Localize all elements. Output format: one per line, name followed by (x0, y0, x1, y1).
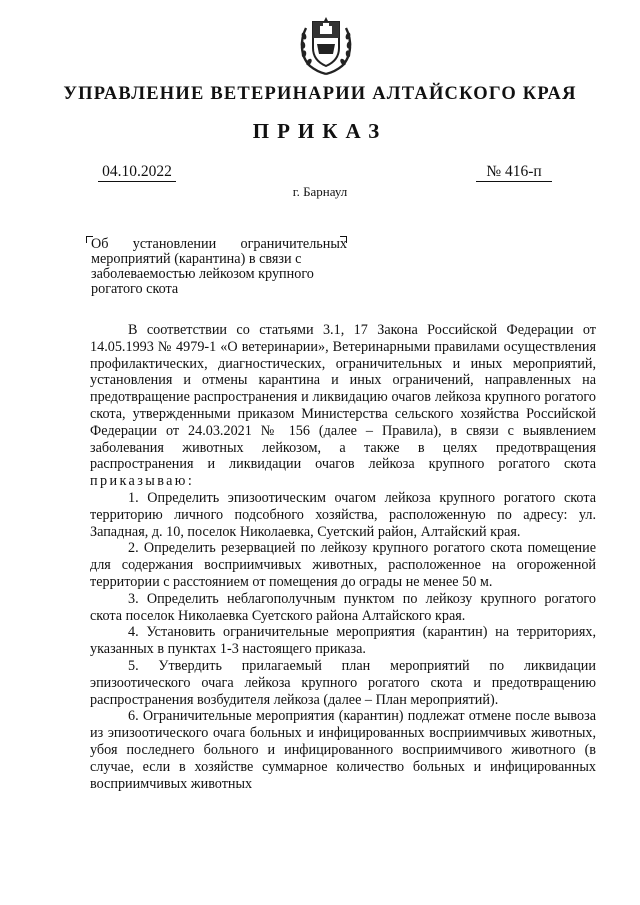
document-subject (91, 237, 347, 297)
document-type-title: ПРИКАЗ (252, 119, 388, 143)
order-item-4: 4. Установить ограничительные мероприятия (карантин) на территориях, указанных в пунктах 1-3 настоящего приказа. (90, 624, 596, 658)
altai-krai-coat-of-arms-icon (298, 14, 354, 76)
order-colon: : (187, 473, 192, 490)
order-item-5: 5. Утвердить прилагаемый план мероприятий по ликвидации эпизоотического очага лейкоза крупного рогатого скота и предотвращению распространения возбудителя лейкоза (далее – План мероприятий). (90, 657, 596, 708)
organization-name: УПРАВЛЕНИЕ ВЕТЕРИНАРИИ АЛТАЙСКОГО КРАЯ (63, 84, 577, 104)
order-item-6: 6. Ограничительные мероприятия (карантин) подлежат отмене после вывоза из эпизоотического очага больных и инфицированных восприимчивых животных, убоя последнего больного и инфицированного восприимчивого животного (в случае, если в хозяйстве суммарное количество больных и инфицированных восприимчивых животных (90, 708, 596, 792)
order-item-1: 1. Определить эпизоотическим очагом лейкоза крупного рогатого скота территорию личного подсобного хозяйства, расположенную по адресу: ул. Западная, д. 10, поселок Николаевка, Суетский район, Алтайский края. (90, 489, 596, 540)
document-city: г. Барнаул (292, 184, 348, 199)
preamble-paragraph (90, 322, 596, 490)
subject-line-rest: мероприятий (карантина) в связи с заболеваемостью лейкозом крупного рогатого скота (91, 251, 314, 297)
subject-line-1: Об установлении ограничительных (91, 236, 347, 252)
order-item-3: 3. Определить неблагополучным пунктом по лейкозу крупного рогатого скота поселок Николаевка Суетского района Алтайского края. (90, 590, 596, 624)
order-word: приказываю (90, 473, 188, 490)
order-item-2: 2. Определить резервацией по лейкозу крупного рогатого скота помещение для содержания восприимчивых животных, расположенное на огороженной территории с расстоянием от помещения до ограды не менее 50 м. (90, 540, 596, 590)
document-date: 04.10.2022 (98, 162, 176, 182)
document-body (90, 322, 596, 792)
document-number: № 416-п (476, 162, 552, 182)
preamble-text: В соответствии со статьями 3.1, 17 Закона Российской Федерации от 14.05.1993 № 4979-1 «О ветеринарии», Ветеринарными правилами осуществления профилактических, диагностических, ограничительных и иных мероприятий, установления и отмены карантина и иных ограничений, направленных на предотвращение распространения и ликвидацию очагов лейкоза крупного рогатого скота, утвержденными приказом Министерства сельского хозяйства Российской Федерации от 24.03.2021 № 156 (далее – Правила), в связи с выявлением заболевания животных лейкозом, а также в целях предотвращения распространения и ликвидации очагов лейкоза крупного рогатого скота (90, 322, 596, 473)
